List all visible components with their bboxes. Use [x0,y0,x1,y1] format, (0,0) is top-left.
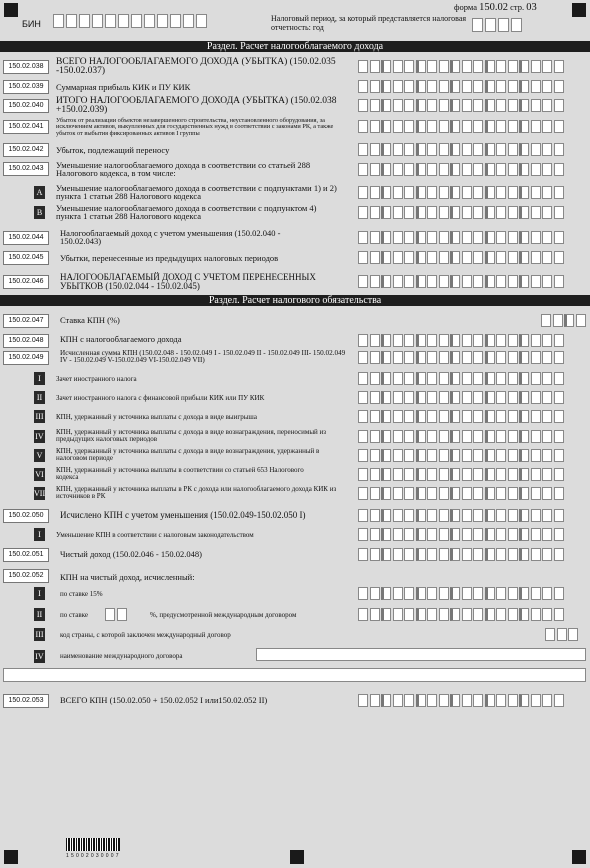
amount-input[interactable] [358,231,565,244]
row-label: КПН, удержанный у источника выплаты с дохода в виде выигрыша [56,413,257,421]
row-roman-marker: II [34,608,45,621]
tax-period-label: Налоговый период, за который представляется налоговая отчетность: год [271,14,467,32]
row-label: по ставке 15% [60,590,103,598]
row-label: ИТОГО НАЛОГООБЛАГАЕМОГО ДОХОДА (УБЫТКА) (150.02.038 +150.02.039) [56,96,337,115]
row-roman-marker: II [34,391,45,404]
row-code: 150.02.052 [3,569,49,583]
bin-input[interactable] [53,14,209,28]
amount-input[interactable] [358,509,565,522]
row-label: Уменьшение налогооблагаемого дохода в соответствии с подпунктом 4) пункта 1 статьи 288 Налогового кодекса [56,203,317,221]
row-label: Уменьшение налогооблагаемого дохода в соответствии с подпунктами 1) и 2) пункта 1 статьи 288 Налогового кодекса [56,183,337,201]
row-roman-marker: I [34,372,45,385]
tax-rate-input[interactable] [541,314,587,327]
form-code: 150.02 [479,2,508,13]
amount-input[interactable] [358,163,565,176]
row-label: Убытки, перенесенные из предыдущих налоговых периодов [60,253,279,263]
row-roman-marker: IV [35,652,44,661]
row-label: Ставка КПН (%) [60,315,120,325]
barcode [66,838,120,851]
amount-input[interactable] [358,80,565,93]
row-roman-marker: I [34,528,45,541]
row-label: Зачет иностранного налога с финансовой прибыли КИК или ПУ КИК [56,394,265,402]
row-label: Убыток, подлежащий переносу [56,145,170,155]
row-label: Уменьшение налогооблагаемого дохода в соответствии со статьей 288 Налогового кодекса, в том числе: [56,160,311,178]
row-code: 150.02.044 [3,231,49,245]
registration-mark [4,850,18,864]
tax-period-year-input[interactable] [472,18,524,32]
row-code: 150.02.046 [3,275,49,289]
page-number: 03 [526,2,537,13]
row-label: ВСЕГО НАЛОГООБЛАГАЕМОГО ДОХОДА (УБЫТКА) (150.02.035 -150.02.037) [56,57,336,76]
amount-input[interactable] [358,487,565,500]
amount-input[interactable] [358,391,565,404]
row-roman-marker: III [35,630,44,639]
amount-input[interactable] [358,430,565,443]
row-label: КПН, удержанный у источника выплаты с дохода в виде вознаграждения, переносимый из предыдущих налоговых периодов [56,428,327,443]
row-label: КПН, удержанный у источника выплаты с дохода в виде вознаграждения, удержанный в налоговом периоде [56,447,320,462]
row-label: НАЛОГООБЛАГАЕМЫЙ ДОХОД С УЧЕТОМ ПЕРЕНЕСЕННЫХ УБЫТКОВ (150.02.044 - 150.02.045) [60,272,316,291]
row-roman-marker: IV [35,432,44,441]
row-label: Налогооблагаемый доход с учетом уменьшения (150.02.040 - 150.02.043) [60,228,281,246]
row-roman-marker: VI [35,470,44,479]
row-label: Чистый доход (150.02.046 - 150.02.048) [60,549,202,559]
row-label: Зачет иностранного налога [56,375,137,383]
row-label: Суммарная прибыль КИК и ПУ КИК [56,82,191,92]
row-code: 150.02.053 [3,694,49,708]
row-label: ВСЕГО КПН (150.02.050 + 150.02.052 I или150.02.052 II) [60,695,268,705]
amount-input[interactable] [358,449,565,462]
row-code: 150.02.048 [3,334,49,348]
treaty-rate-input[interactable] [105,608,128,621]
row-code: 150.02.041 [3,120,49,134]
row-label: по ставке [60,611,88,619]
row-letter-marker: B [34,206,45,219]
row-letter-marker: A [34,186,45,199]
row-label: КПН с налогооблагаемого дохода [60,334,182,344]
section-taxable-income-header: Раздел. Расчет налогооблагаемого дохода [0,41,590,52]
registration-mark [572,850,586,864]
row-roman-marker: VII [34,489,46,498]
amount-input[interactable] [358,528,565,541]
row-label: %, предусмотренной международным договором [150,611,297,619]
row-code: 150.02.039 [3,80,49,94]
amount-input[interactable] [358,99,565,112]
row-code: 150.02.049 [3,351,49,365]
amount-input[interactable] [358,410,565,423]
country-code-input[interactable] [545,628,580,641]
row-code: 150.02.050 [3,509,49,523]
row-roman-marker: III [35,412,44,421]
row-roman-marker: V [34,449,45,462]
bin-label: БИН [22,19,41,29]
row-label: наименование международного договора [60,652,183,660]
registration-mark [572,3,586,17]
row-label: код страны, с которой заключен международный договор [60,631,231,639]
row-code: 150.02.045 [3,251,49,265]
treaty-name-continuation-input[interactable] [3,668,586,682]
amount-input[interactable] [358,468,565,481]
amount-input[interactable] [358,186,565,199]
amount-input[interactable] [358,334,565,347]
row-label: Уменьшение КПН в соответствии с налоговым законодательством [56,531,254,539]
amount-input[interactable] [358,120,565,133]
row-label: КПН, удержанный у источника выплаты в РК с дохода или налогооблагаемого дохода КИК из источников в РК [56,485,337,500]
amount-input[interactable] [358,351,565,364]
amount-input[interactable] [358,251,565,264]
row-label: КПН на чистый доход, исчисленный: [60,572,195,582]
amount-input[interactable] [358,587,565,600]
row-roman-marker: I [34,587,45,600]
row-code: 150.02.043 [3,162,49,176]
row-code: 150.02.038 [3,60,49,74]
registration-mark [290,850,304,864]
treaty-name-input[interactable] [256,648,586,661]
page-label: стр. [510,2,525,12]
row-label: Убыток от реализации объектов незавершенного строительства, неустановленного оборудования, за исключением активов, выкупленных для государственных нужд в соответствии с законами РК, а также убыток от выбытия фиксированных активов I группы [56,117,334,137]
amount-input[interactable] [358,694,565,707]
row-code: 150.02.051 [3,548,49,562]
amount-input[interactable] [358,275,565,288]
form-code-line [454,2,537,13]
amount-input[interactable] [358,143,565,156]
form-label: форма [454,2,477,12]
row-label: Исчислено КПН с учетом уменьшения (150.02.049-150.02.050 I) [60,510,306,520]
row-code: 150.02.040 [3,99,49,113]
section-tax-liability-header: Раздел. Расчет налогового обязательства [0,295,590,306]
amount-input[interactable] [358,206,565,219]
row-code: 150.02.047 [3,314,49,328]
barcode-number: 1 5 0 0 2 0 3 0 0 0 7 [66,853,119,859]
amount-input[interactable] [358,548,565,561]
amount-input[interactable] [358,608,565,621]
registration-mark [4,3,18,17]
amount-input[interactable] [358,60,565,73]
row-label: КПН, удержанный у источника выплаты в соответствии со статьей 653 Налогового кодекса [56,466,304,481]
row-code: 150.02.042 [3,143,49,157]
amount-input[interactable] [358,372,565,385]
row-label: Исчисленная сумма КПН (150.02.048 - 150.02.049 I - 150.02.049 II - 150.02.049 III- 150.02.049 IV - 150.02.049 V-150.02.049 VI-150.02.049 VII) [60,349,346,364]
